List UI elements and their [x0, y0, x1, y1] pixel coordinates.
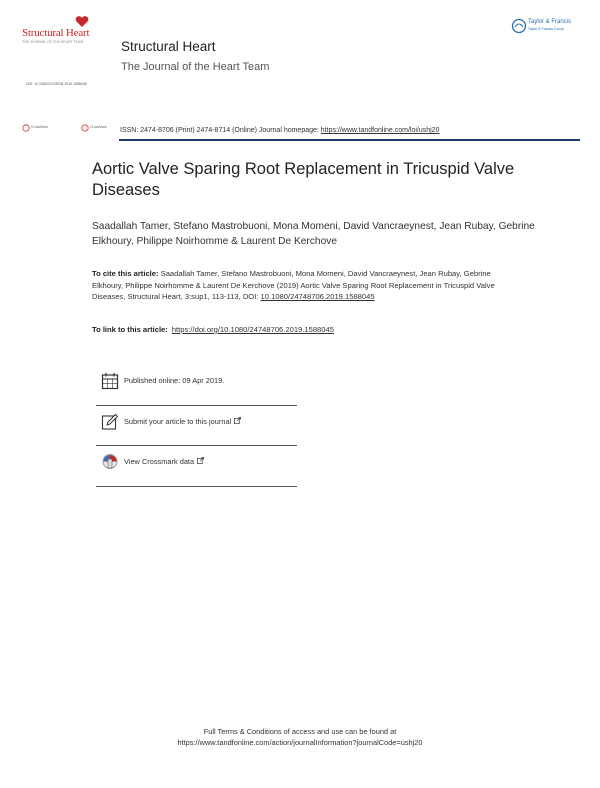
issn-prefix: ISSN: 2474-8706 (Print) 2474-8714 (Online) Journal homepage: — [120, 127, 321, 134]
publisher-subtitle: Taylor & Francis Group — [528, 27, 564, 31]
header-divider — [119, 139, 580, 141]
crossmark-row[interactable] — [96, 453, 297, 487]
crossmark-logo-label: CrossMark — [31, 125, 48, 129]
header-doi: DOI: 10.1080/24748706.2019.1588045 — [26, 82, 87, 86]
article-link-line — [92, 325, 532, 334]
journal-homepage-link[interactable]: https://www.tandfonline.com/loi/ushj20 — [320, 127, 440, 134]
submit-article-link[interactable]: Submit your article to this journal — [124, 417, 241, 426]
info-divider — [96, 445, 297, 446]
link-label: To link to this article: — [92, 325, 168, 334]
submit-row[interactable] — [96, 413, 297, 447]
cite-label: To cite this article: — [92, 269, 159, 278]
info-divider — [96, 486, 297, 487]
footer-terms-link[interactable]: https://www.tandfonline.com/action/journalInformation?journalCode=ushj20 — [177, 738, 423, 747]
footer — [0, 726, 600, 748]
issn-line — [120, 127, 439, 134]
cite-text: Saadallah Tamer, Stefano Mastrobuoni, Mona Momeni, David Vancraeynest, Jean Rubay, Gebrine Elkhoury, Philippe Noirhomme & Laurent De Kerchove (2019) Aortic Valve Sparing Root Replacement in Tricuspid Valve Diseases, Structural Heart, 3:sup1, 113-113, DOI: — [92, 269, 495, 301]
article-authors: Saadallah Tamer, Stefano Mastrobuoni, Mona Momeni, David Vancraeynest, Jean Rubay, Gebrine Elkhoury, Philippe Noirhomme & Laurent De Kerchove — [92, 221, 535, 247]
article-doi-link[interactable]: https://doi.org/10.1080/24748706.2019.1588045 — [171, 325, 334, 334]
journal-name[interactable]: Structural Heart — [121, 39, 216, 54]
calendar-icon — [101, 372, 119, 390]
external-link-icon — [197, 457, 204, 464]
crossmark-icon — [101, 453, 119, 471]
article-title: Aortic Valve Sparing Root Replacement in Tricuspid Valve Diseases — [92, 160, 515, 199]
journal-subtitle: The Journal of the Heart Team — [121, 61, 270, 73]
footer-terms: Full Terms & Conditions of access and use can be found at — [203, 727, 397, 736]
published-row — [96, 372, 297, 406]
published-date: Published online: 09 Apr 2019. — [124, 376, 225, 385]
info-divider — [96, 405, 297, 406]
edit-icon — [101, 413, 119, 431]
citation-block — [92, 268, 512, 303]
journal-logo-subtitle: THE JOURNAL OF THE HEART TEAM — [22, 40, 84, 44]
crossmark-link[interactable]: View Crossmark data — [124, 457, 204, 466]
journal-logo-text: Structural Heart — [22, 27, 90, 39]
publisher-name: Taylor & Francis — [528, 19, 572, 25]
external-link-icon — [234, 417, 241, 424]
cite-doi-link[interactable]: 10.1080/24748706.2019.1588045 — [260, 292, 375, 301]
crossmark-badge-label: CrossMark — [90, 125, 107, 129]
